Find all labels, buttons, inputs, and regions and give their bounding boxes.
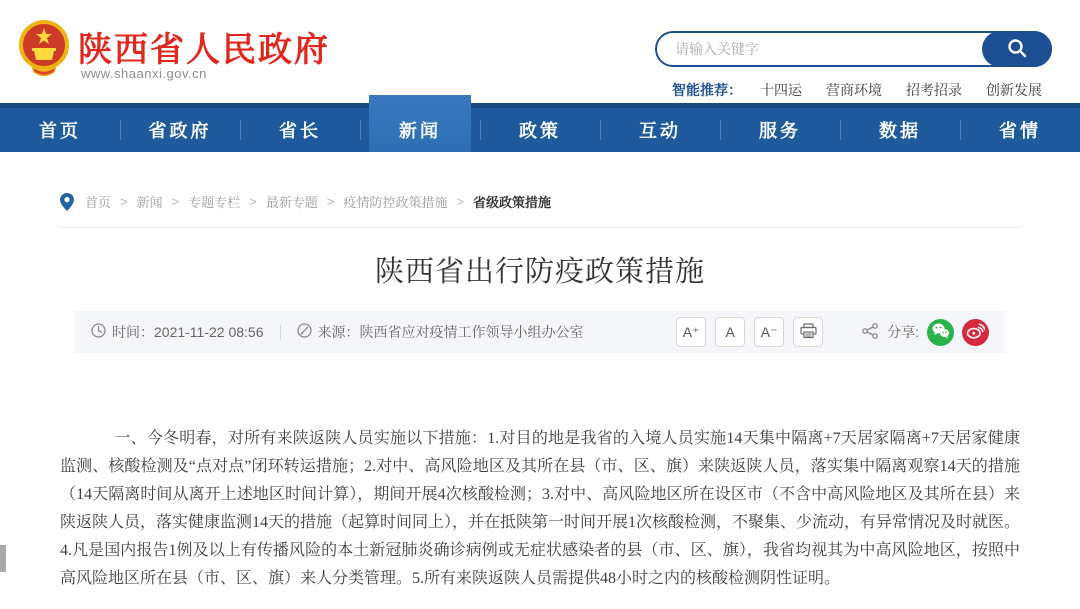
nav-item-governor[interactable]: 省长 bbox=[240, 108, 360, 152]
font-default-button[interactable]: A bbox=[715, 317, 745, 347]
nav-item-data[interactable]: 数据 bbox=[840, 108, 960, 152]
article-source bbox=[297, 322, 584, 342]
breadcrumb-separator: > bbox=[326, 194, 335, 209]
publish-time bbox=[91, 322, 264, 342]
search-button[interactable] bbox=[982, 31, 1052, 67]
wechat-icon bbox=[931, 322, 950, 342]
location-pin-icon bbox=[60, 193, 74, 211]
article-source-text: 来源：陕西省应对疫情工作领导小组办公室 bbox=[317, 324, 584, 341]
breadcrumb-item-current: 省级政策措施 bbox=[473, 195, 552, 210]
site-name: 陕西省人民政府 bbox=[78, 31, 330, 69]
breadcrumb bbox=[60, 192, 1020, 228]
site-header bbox=[0, 0, 1080, 103]
nav-item-provincial-government[interactable]: 省政府 bbox=[120, 108, 240, 152]
breadcrumb-item-epidemic-policies[interactable]: 疫情防控政策措施 bbox=[343, 195, 448, 210]
nav-item-interaction[interactable]: 互动 bbox=[600, 108, 720, 152]
printer-icon bbox=[800, 323, 817, 342]
breadcrumb-item-latest-topics[interactable]: 最新专题 bbox=[265, 195, 318, 210]
nav-item-news[interactable]: 新闻 bbox=[360, 108, 480, 152]
article-tools bbox=[676, 317, 989, 347]
nav-item-policy[interactable]: 政策 bbox=[480, 108, 600, 152]
search-input[interactable] bbox=[673, 34, 963, 64]
nav-items bbox=[0, 108, 1080, 152]
weibo-share-button[interactable] bbox=[962, 319, 989, 346]
breadcrumb-separator: > bbox=[171, 194, 180, 209]
pen-circle-icon bbox=[297, 323, 312, 341]
font-increase-button[interactable]: A⁺ bbox=[676, 317, 706, 347]
breadcrumb-separator: > bbox=[456, 194, 465, 209]
main-navigation bbox=[0, 103, 1080, 152]
breadcrumb-separator: > bbox=[249, 194, 257, 209]
article-title: 陕西省出行防疫政策措施 bbox=[374, 256, 705, 288]
article-body: 一、今冬明春，对所有来陕返陕人员实施以下措施：1.对目的地是我省的入境人员实施14天集中隔离+7天居家隔离+7天居家健康监测、核酸检测及“点对点”闭环转运措施；2.对中、高风险地区及其所在县（市、区、旗）来陕返陕人员，落实集中隔离观察14天的措施（14天隔离时间从离开上述地区时间计算），期间开展4次核酸检测；3.对中、高风险地区所在设区市（不含中高风险地区及其所在县）来陕返陕人员，落实健康监测14天的措施（起算时间同上），并在抵陕第一时间开展1次核酸检测，不聚集、少流动，有异常情况及时就医。4.凡是国内报告1例及以上有传播风险的本土新冠肺炎确诊病例或无症状感染者的县（市、区、旗），我省均视其为中高风险地区，按照中高风险地区所在县（市、区、旗）来人分类管理。5.所有来陕返陕人员需提供48小时之内的核酸检测阴性证明。 bbox=[60, 430, 1021, 588]
content-area bbox=[0, 152, 1080, 609]
breadcrumb-separator: > bbox=[120, 194, 128, 209]
share-label: 分享: bbox=[887, 324, 919, 341]
font-decrease-button[interactable]: A⁻ bbox=[754, 317, 784, 347]
recommend-link-recruitment[interactable]: 招考招录 bbox=[906, 82, 962, 98]
publish-time-text: 时间：2021-11-22 08:56 bbox=[112, 324, 264, 341]
clock-icon bbox=[91, 323, 106, 341]
breadcrumb-item-news[interactable]: 新闻 bbox=[136, 195, 163, 210]
weibo-icon bbox=[966, 322, 985, 342]
share-nodes-icon bbox=[862, 323, 879, 342]
article-meta-bar bbox=[75, 311, 1005, 353]
recommend-link-business-env[interactable]: 营商环境 bbox=[826, 82, 882, 98]
print-button[interactable] bbox=[793, 317, 823, 347]
recommend-label: 智能推荐： bbox=[672, 82, 742, 98]
nav-item-home[interactable]: 首页 bbox=[39, 121, 81, 141]
share-group bbox=[862, 319, 989, 346]
wechat-share-button[interactable] bbox=[927, 319, 954, 346]
national-emblem-icon bbox=[18, 18, 70, 85]
site-logo[interactable] bbox=[18, 18, 70, 85]
site-url: www.shaanxi.gov.cn bbox=[81, 66, 207, 81]
recommend-link-innovation[interactable]: 创新发展 bbox=[986, 82, 1042, 98]
meta-divider bbox=[280, 325, 281, 340]
nav-item-province-profile[interactable]: 省情 bbox=[960, 108, 1080, 152]
search-icon bbox=[1006, 37, 1028, 62]
breadcrumb-item-special-columns[interactable]: 专题专栏 bbox=[188, 195, 241, 210]
search-box bbox=[655, 31, 1052, 67]
nav-item-services[interactable]: 服务 bbox=[720, 108, 840, 152]
breadcrumb-item-home[interactable]: 首页 bbox=[85, 195, 112, 210]
smart-recommend-bar bbox=[672, 80, 1066, 100]
recommend-link-national-games[interactable]: 十四运 bbox=[760, 82, 802, 98]
